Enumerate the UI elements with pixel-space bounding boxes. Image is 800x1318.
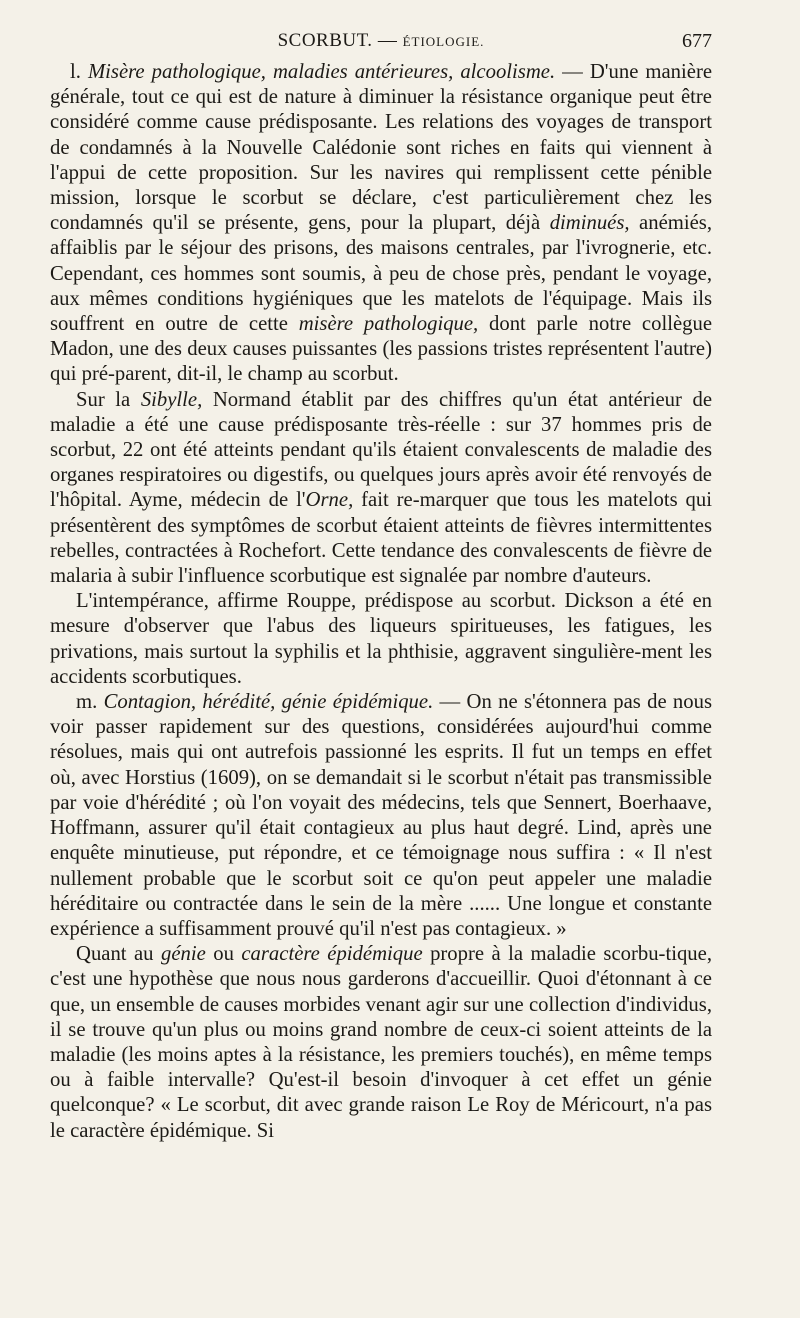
- running-title-main: SCORBUT.: [277, 30, 373, 51]
- page-number: 677: [682, 30, 712, 52]
- italic-term: diminués,: [549, 212, 630, 235]
- paragraph-sibylle: [50, 388, 712, 590]
- paragraph-text: propre à la maladie scorbu-tique, c'est une hypothèse que nous nous garderons d'accueillir. Quoi d'étonnant à ce que, un ensemble de causes morbides venant agir sur une collection d'individus, il se trouve qu'un plus ou moins grand nombre de ceux-ci soient atteints de la maladie (les moins aptes à la résistance, les premiers touchés), en même temps ou à faible intervalle? Qu'est-il besoin d'invoquer à cet effet un génie quelconque? « Le scorbut, dit avec grande raison Le Roy de Méricourt, n'a pas le caractère épidémique. Si: [50, 943, 712, 1142]
- paragraph-text: — D'une manière générale, tout ce qui est de nature à diminuer la résistance organique peut être considéré comme cause prédisposante. Les relations des voyages de transport de condamnés à la Nouvelle Calédonie sont riches en faits qui viennent à l'appui de cette proposition. Sur les navires qui remplissent cette pénible mission, lorsque le scorbut se déclare, c'est particulièrement chez les condamnés qu'il se présente, gens, pour la plupart, déjà: [50, 61, 713, 235]
- paragraph-text: Quant au: [76, 943, 161, 966]
- section-marker-m: m.: [76, 691, 98, 714]
- running-title-section: ÉTIOLOGIE.: [402, 34, 485, 49]
- running-title-dash: —: [377, 30, 398, 51]
- italic-ship-name: Orne,: [305, 489, 354, 512]
- italic-term: génie: [160, 943, 206, 966]
- italic-term: caractère épidémique: [241, 943, 423, 966]
- paragraph-text: dont parle notre collègue Madon, une des deux causes puissantes (les passions tristes représentent l'autre) qui pré-parent, dit-il, le champ au scorbut.: [50, 313, 712, 386]
- paragraph-genie: [50, 942, 712, 1144]
- paragraph-intemperance: [50, 589, 712, 690]
- paragraph-text: L'intempérance, affirme Rouppe, prédispose au scorbut. Dickson a été en mesure d'observer que l'abus des liqueurs spiritueuses, les fatigues, les privations, mais surtout la syphilis et la phthisie, aggravent singulière-ment les accidents scorbutiques.: [50, 590, 712, 688]
- running-title: [50, 30, 712, 52]
- paragraph-text: ou: [205, 943, 242, 966]
- paragraph-text: Normand établit par des chiffres qu'un état antérieur de maladie a été une cause prédisposante très-réelle : sur 37 hommes pris de scorbut, 22 ont été atteints pendant qu'ils étaient convalescents de maladie des organes respiratoires ou digestifs, ou quelques jours après avoir été renvoyés de l'hôpital. Ayme, médecin de l': [50, 388, 713, 512]
- running-header: [50, 30, 712, 58]
- italic-term: misère pathologique,: [298, 313, 479, 336]
- paragraph-m: [50, 690, 712, 942]
- paragraph-text: Sur la: [76, 388, 141, 411]
- paragraph-text: — On ne s'étonnera pas de nous voir passer rapidement sur des questions, considérées aujourd'hui comme résolues, mais qui ont autrefois passionné les esprits. Il fut un temps en effet où, avec Horstius (1609), on se demandait si le scorbut n'était pas transmissible par voie d'hérédité ; où l'on voyait des médecins, tels que Sennert, Boerhaave, Hoffmann, assurer qu'il était contagieux au plus haut degré. Lind, après une enquête minutieuse, put répondre, et ce témoignage nous suffira : « Il n'est nullement probable que le scorbut soit ce qu'on peut appeler une maladie héréditaire ou contractée dans le sein de la mère ...... Une longue et constante expérience a suffisamment prouvé qu'il n'est pas contagieux. »: [50, 691, 712, 940]
- section-heading-m: Contagion, hérédité, génie épidémique.: [103, 691, 434, 714]
- italic-ship-name: Sibylle,: [140, 388, 203, 411]
- paragraph-l: [50, 60, 712, 388]
- section-marker-l: l.: [70, 61, 81, 83]
- paragraph-text: fait re-marquer que tous les matelots qui présentèrent des symptômes de scorbut étaient atteints de fièvres intermittentes rebelles, contractées à Rochefort. Cette tendance des convalescents de fièvre de malaria à subir l'influence scorbutique est signalée par nombre d'auteurs.: [50, 489, 712, 588]
- paragraph-text: anémiés, affaiblis par le séjour des prisons, des maisons centrales, par l'ivrognerie, etc. Cependant, ces hommes sont soumis, à peu de chose près, pendant le voyage, aux mêmes conditions hygiéniques que les matelots de l'équipage. Mais ils souffrent en outre de cette: [50, 212, 713, 336]
- page-body: [50, 60, 712, 1144]
- section-heading-l: Misère pathologique, maladies antérieures, alcoolisme.: [87, 61, 556, 83]
